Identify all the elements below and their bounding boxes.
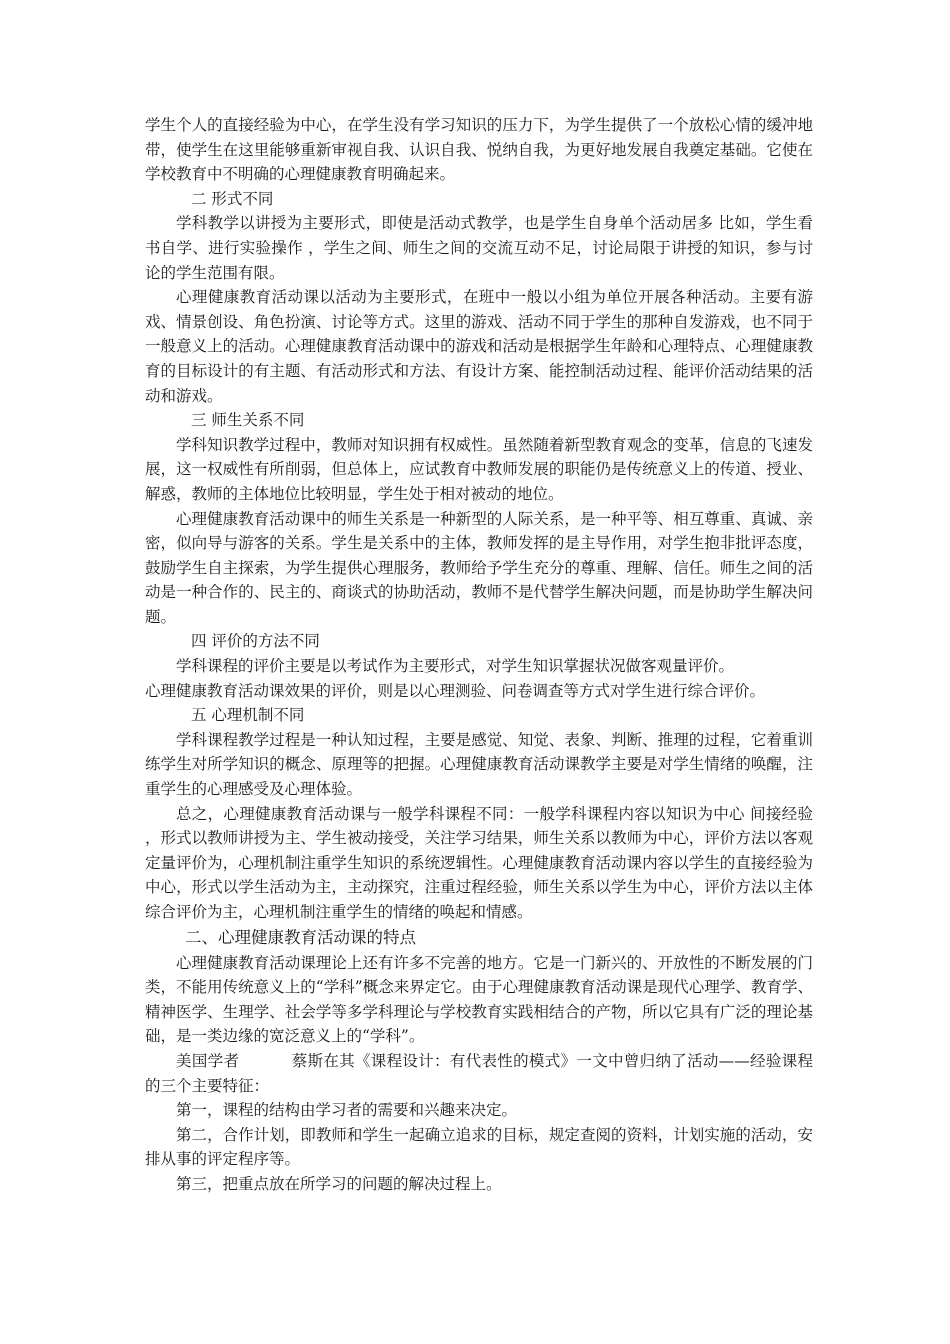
document-page — [145, 113, 813, 1197]
section-heading: 二、心理健康教育活动课的特点 — [185, 927, 416, 947]
paragraph: 第三，把重点放在所学习的问题的解决过程上。 — [176, 1174, 502, 1193]
paragraph: 学科教学以讲授为主要形式，即使是活动式教学，也是学生自身单个活动居多 比如，学生看书自学、进行实验操作 ，学生之间、师生之间的交流互动不足，讨论局限于讲授的知识，参与讨论的学生范围有限。 — [145, 214, 813, 282]
paragraph: 心理健康教育活动课以活动为主要形式，在班中一般以小组为单位开展各种活动。主要有游戏、情景创设、角色扮演、讨论等方式。这里的游戏、活动不同于学生的那种自发游戏，也不同于一般意义上的活动。心理健康教育活动课中的游戏和活动是根据学生年龄和心理特点、心理健康教育的目标设计的有主题、有活动形式和方法、有设计方案、能控制活动过程、能评价活动结果的活动和游戏。 — [145, 288, 813, 405]
paragraph-intro: 学生个人的直接经验为中心，在学生没有学习知识的压力下，为学生提供了一个放松心情的缓冲地带，使学生在这里能够重新审视自我、认识自我、悦纳自我，为更好地发展自我奠定基础。它使在学校教育中不明确的心理健康教育明确起来。 — [145, 116, 813, 184]
subheading-relationship: 三 师生关系不同 — [191, 411, 305, 430]
paragraph: 心理健康教育活动课理论上还有许多不完善的地方。它是一门新兴的、开放性的不断发展的门类，不能用传统意义上的“学科”概念来界定它。由于心理健康教育活动课是现代心理学、教育学、精神医学、生理学、社会学等多学科理论与学校教育实践相结合的产物，所以它具有广泛的理论基础，是一类边缘的宽泛意义上的“学科”。 — [145, 953, 813, 1046]
paragraph: 心理健康教育活动课效果的评价，则是以心理测验、问卷调查等方式对学生进行综合评价。 — [145, 681, 766, 700]
subheading-evaluation: 四 评价的方法不同 — [191, 632, 320, 651]
paragraph: 心理健康教育活动课中的师生关系是一种新型的人际关系，是一种平等、相互尊重、真诚、亲密，似向导与游客的关系。学生是关系中的主体，教师发挥的是主导作用，对学生抱非批评态度，鼓励学生自主探索，为学生提供心理服务，教师给予学生充分的尊重、理解、信任。师生之间的活动是一种合作的、民主的、商谈式的协助活动，教师不是代替学生解决问题，而是协助学生解决问题。 — [145, 509, 813, 626]
paragraph: 第二，合作计划，即教师和学生一起确立追求的目标，规定查阅的资料，计划实施的活动，安排从事的评定程序等。 — [145, 1125, 813, 1169]
subheading-form: 二 形式不同 — [191, 189, 274, 208]
paragraph: 总之，心理健康教育活动课与一般学科课程不同：一般学科课程内容以知识为中心 间接经验 ，形式以教师讲授为主、学生被动接受，关注学习结果，师生关系以教师为中心，评价方法以客观定量评价为，心理机制注重学生知识的系统逻辑性。心理健康教育活动课内容以学生的直接经验为中心，形式以学生活动为主，主动探究，注重过程经验，师生关系以学生为中心，评价方法以主体综合评价为主，心理机制注重学生的情绪的唤起和情感。 — [145, 804, 813, 921]
paragraph: 美国学者 蔡斯在其《课程设计：有代表性的模式》一文中曾归纳了活动——经验课程的三个主要特征： — [145, 1051, 813, 1095]
paragraph: 学科课程教学过程是一种认知过程，主要是感觉、知觉、表象、判断、推理的过程，它着重训练学生对所学知识的概念、原理等的把握。心理健康教育活动课教学主要是对学生情绪的唤醒，注重学生的心理感受及心理体验。 — [145, 730, 813, 799]
subheading-mechanism: 五 心理机制不同 — [191, 706, 305, 725]
paragraph: 学科知识教学过程中，教师对知识拥有权威性。虽然随着新型教育观念的变革，信息的飞速发展，这一权威性有所削弱，但总体上，应试教育中教师发展的职能仍是传统意义上的传道、授业、解惑，教师的主体地位比较明显，学生处于相对被动的地位。 — [145, 435, 813, 503]
paragraph: 学科课程的评价主要是以考试作为主要形式，对学生知识掌握状况做客观量评价。 — [176, 657, 735, 676]
paragraph: 第一，课程的结构由学习者的需要和兴趣来决定。 — [176, 1101, 518, 1120]
